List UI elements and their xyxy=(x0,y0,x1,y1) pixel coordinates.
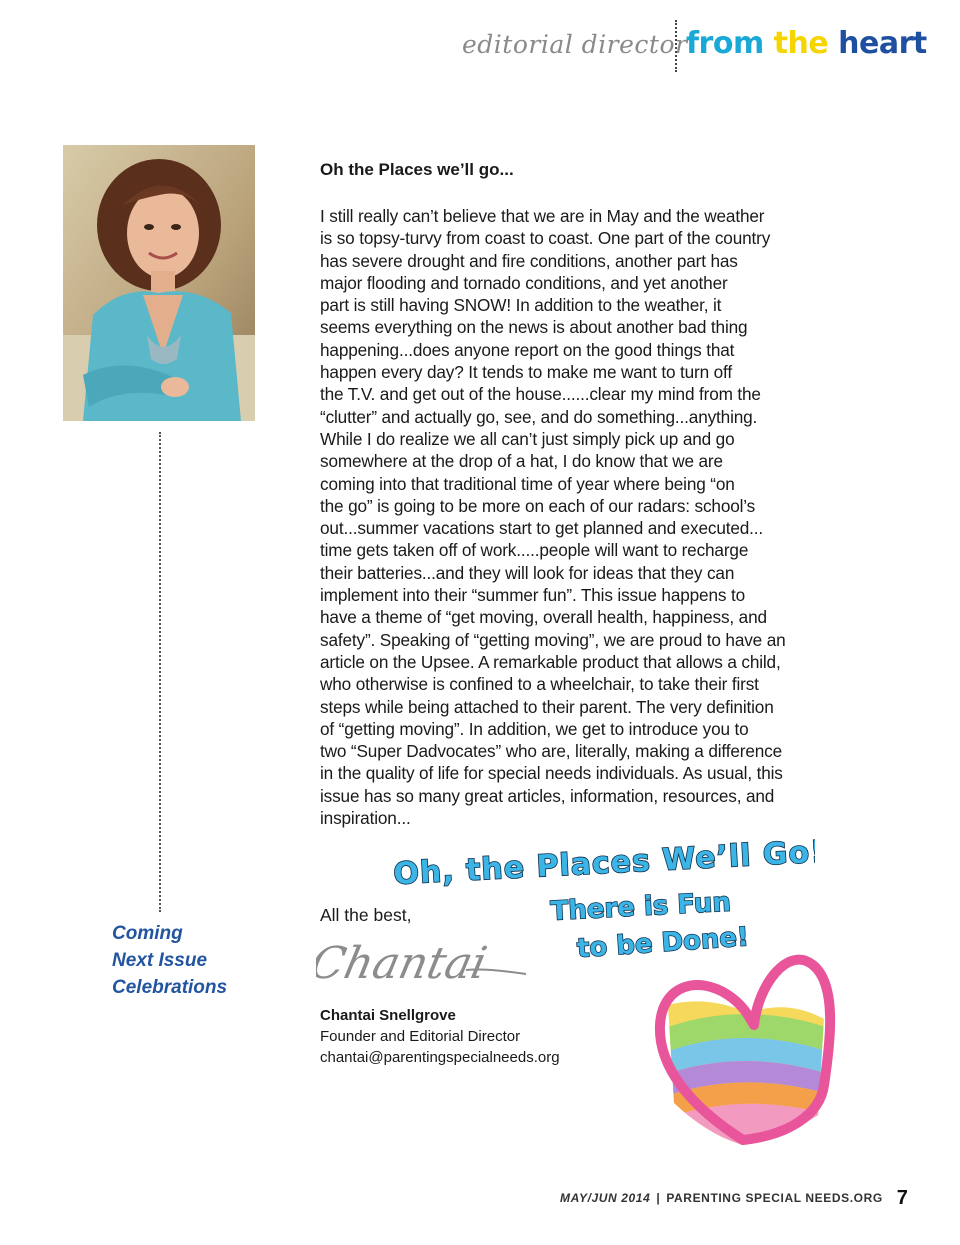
article-line: have a theme of “get moving, overall health, happiness, and xyxy=(320,607,767,628)
article-line: implement into their “summer fun”. This issue happens to xyxy=(320,585,745,606)
article-line: somewhere at the drop of a hat, I do know that we are xyxy=(320,451,723,472)
section-title xyxy=(686,26,927,61)
callout-line-1: Coming xyxy=(112,923,183,944)
article-line: article on the Upsee. A remarkable product that allows a child, xyxy=(320,651,781,672)
author-name: Chantai Snellgrove xyxy=(320,1007,456,1024)
article-line: “clutter” and actually go, see, and do something...anything. xyxy=(320,406,758,427)
author-email[interactable]: chantai@parentingspecialneeds.org xyxy=(320,1049,560,1066)
heart-illustration xyxy=(648,935,838,1160)
fun-art-line-1: There is Fun xyxy=(549,887,732,927)
section-label: editorial director xyxy=(462,30,688,59)
issue-date: MAY/JUN 2014 xyxy=(560,1191,651,1205)
article-line: inspiration... xyxy=(320,808,411,829)
section-title-word-3: heart xyxy=(838,26,927,61)
author-title: Founder and Editorial Director xyxy=(320,1028,521,1045)
article-line: time gets taken off of work.....people will want to recharge xyxy=(320,540,749,561)
article-line: the T.V. and get out of the house......clear my mind from the xyxy=(320,384,761,405)
article-line: the go” is going to be more on each of our radars: school’s xyxy=(320,495,756,516)
article-line: has severe drought and fire conditions, another part has xyxy=(320,250,738,271)
article-line: issue has so many great articles, information, resources, and xyxy=(320,785,775,806)
article-line: safety”. Speaking of “getting moving”, we are proud to have an xyxy=(320,629,786,650)
section-title-word-2: the xyxy=(773,26,829,61)
article-line: of “getting moving”. In addition, we get to introduce you to xyxy=(320,718,749,739)
article-line: in the quality of life for special needs individuals. As usual, this xyxy=(320,763,783,784)
article-line: While I do realize we all can’t just simply pick up and go xyxy=(320,428,735,449)
page-footer xyxy=(560,1185,909,1208)
article-line: coming into that traditional time of year where being “on xyxy=(320,473,735,494)
closing: All the best, xyxy=(320,905,412,925)
signature xyxy=(316,932,536,999)
page-number: 7 xyxy=(896,1187,909,1209)
sidebar-divider xyxy=(159,432,161,912)
article-line: I still really can’t believe that we are in May and the weather xyxy=(320,206,765,226)
callout-line-3: Celebrations xyxy=(112,977,228,998)
next-issue-callout xyxy=(112,920,227,1001)
article-line: seems everything on the news is about another bad thing xyxy=(320,317,748,338)
article-line: happening...does anyone report on the good things that xyxy=(320,339,735,360)
section-title-word-1: from xyxy=(686,26,764,61)
footer-separator: | xyxy=(656,1191,661,1205)
article-line: out...summer vacations start to get planned and executed... xyxy=(320,518,764,539)
signature-text: Chantai xyxy=(316,938,492,989)
article-line: their batteries...and they will look for ideas that they can xyxy=(320,562,735,583)
article-line: part is still having SNOW! In addition to the weather, it xyxy=(320,295,722,316)
author-block xyxy=(320,1005,560,1068)
article-line: major flooding and tornado conditions, and yet another xyxy=(320,272,728,293)
article-body xyxy=(320,205,830,829)
fun-art-line-2: to be Done! xyxy=(576,922,750,965)
article-line: steps while being attached to their parent. The very definition xyxy=(320,696,774,717)
article-title: Oh the Places we’ll go... xyxy=(320,160,514,179)
places-art-line: Oh, the Places We’ll Go! xyxy=(392,834,815,890)
author-photo xyxy=(63,145,255,421)
publication-name: PARENTING SPECIAL NEEDS.ORG xyxy=(666,1191,883,1205)
article-line: is so topsy-turvy from coast to coast. One part of the country xyxy=(320,228,771,249)
header-divider xyxy=(675,20,677,72)
places-art-text xyxy=(385,820,815,895)
article-line: who otherwise is confined to a wheelchair, to take their first xyxy=(320,674,759,695)
article-line: happen every day? It tends to make me want to turn off xyxy=(320,362,732,383)
callout-line-2: Next Issue xyxy=(112,950,208,971)
article-line: two “Super Dadvocates” who are, literally, making a difference xyxy=(320,741,782,762)
